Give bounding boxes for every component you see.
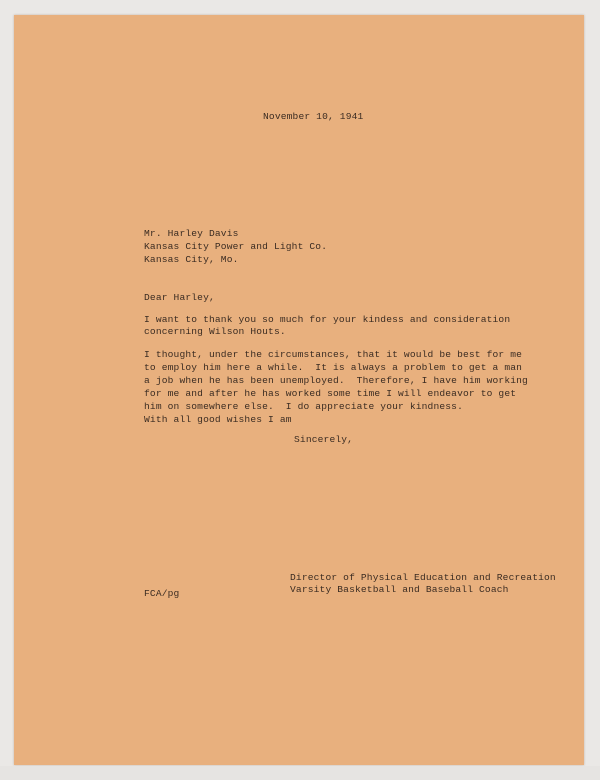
typist-initials: FCA/pg — [144, 588, 180, 599]
recipient-company: Kansas City Power and Light Co. — [144, 241, 328, 252]
letter-page — [14, 15, 584, 765]
closing: Sincerely, — [294, 434, 354, 445]
paragraph-3: With all good wishes I am — [144, 414, 292, 425]
paragraph-2-line: him on somewhere else. I do appreciate your kindness. — [144, 401, 463, 412]
paragraph-1-line: I want to thank you so much for your kindess and consideration — [144, 314, 511, 325]
salutation: Dear Harley, — [144, 292, 215, 303]
letter-date: November 10, 1941 — [263, 111, 364, 122]
scan-bottom-margin — [0, 766, 600, 780]
paragraph-2-line: to employ him here a while. It is always a problem to get a man — [144, 362, 523, 373]
signature-title-line: Director of Physical Education and Recreation — [290, 572, 556, 583]
paragraph-2-line: I thought, under the circumstances, that it would be best for me — [144, 349, 523, 360]
recipient-city: Kansas City, Mo. — [144, 254, 239, 265]
signature-title-line: Varsity Basketball and Baseball Coach — [290, 584, 509, 595]
recipient-name: Mr. Harley Davis — [144, 228, 239, 239]
paragraph-2-line: a job when he has been unemployed. Therefore, I have him working — [144, 375, 528, 386]
paragraph-2-line: for me and after he has worked some time I will endeavor to get — [144, 388, 517, 399]
paragraph-1-line: concerning Wilson Houts. — [144, 326, 286, 337]
